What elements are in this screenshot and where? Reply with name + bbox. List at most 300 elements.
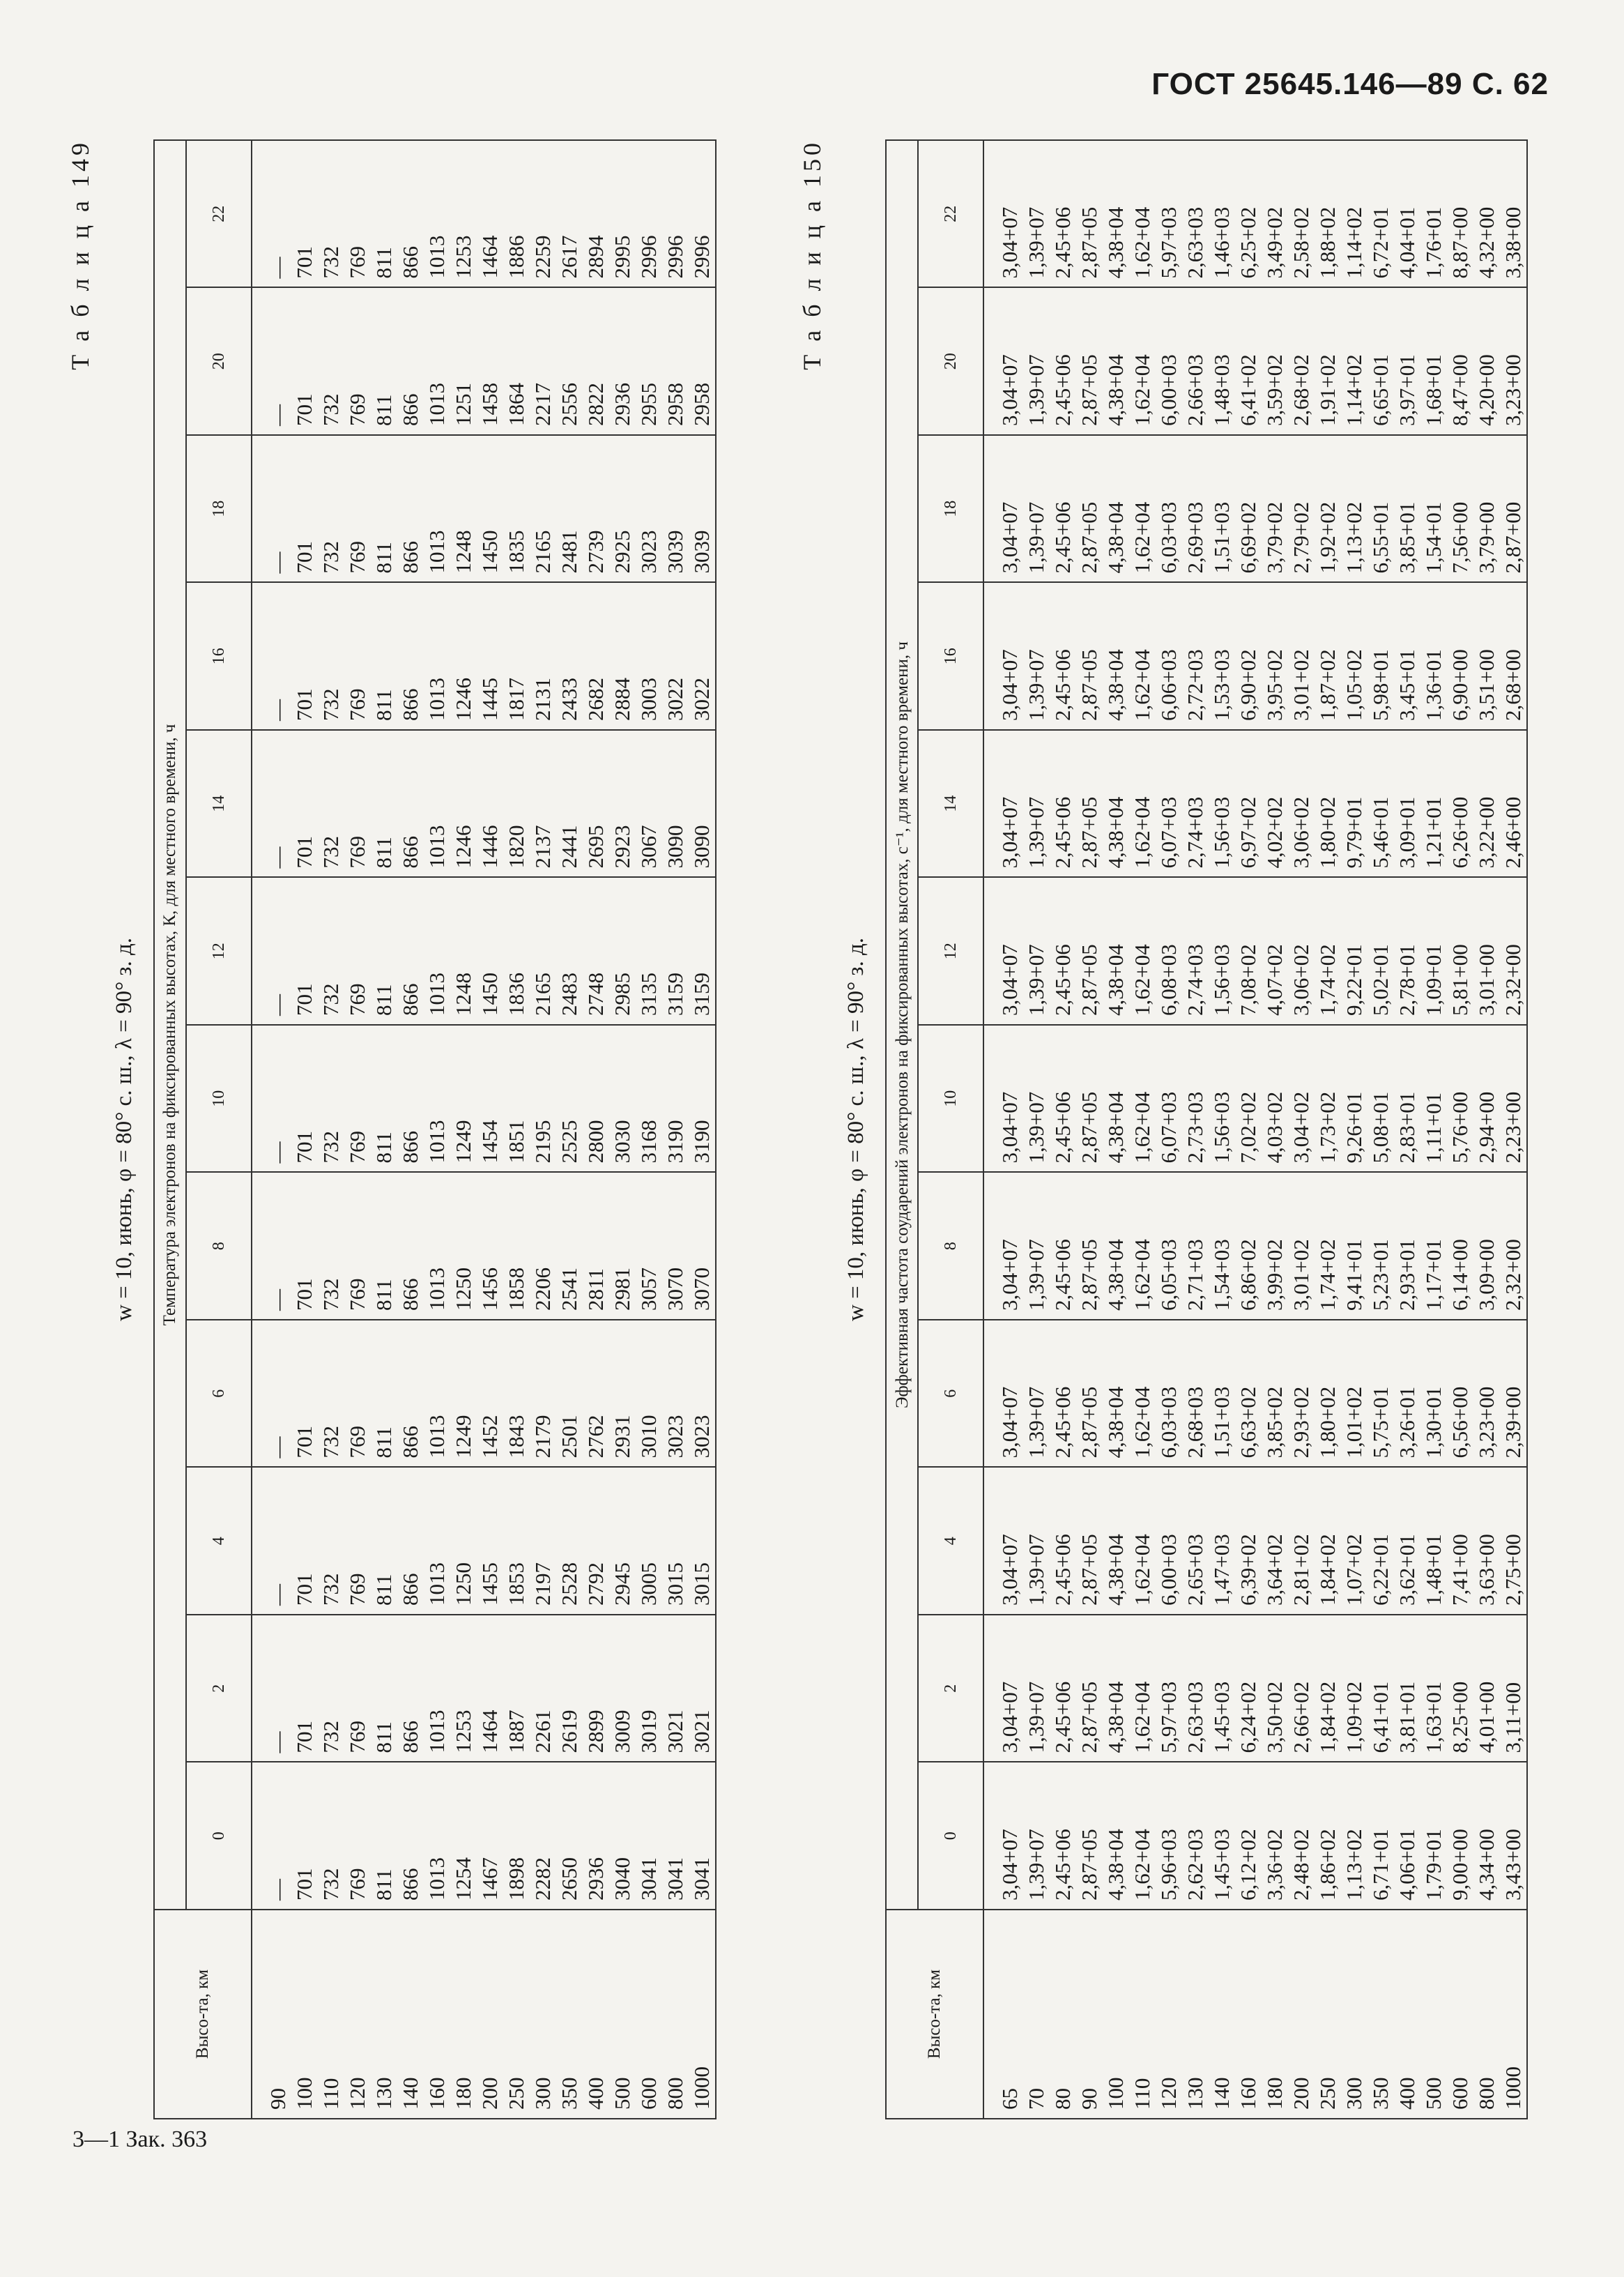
cell-value: 3,26+01 [1395, 1386, 1419, 1459]
cell-value: 1,62+04 [1130, 354, 1154, 426]
time-header: 14 [918, 730, 983, 878]
cell-value: 2762 [583, 1415, 608, 1459]
cell-value: 1,62+04 [1130, 944, 1154, 1016]
super-header: Температура электронов на фиксированных высотах, К, для местного времени, ч [154, 140, 186, 1910]
cell-value: 6,06+03 [1156, 649, 1181, 721]
cell-value: 769 [345, 246, 369, 279]
cell-value: 811 [371, 394, 396, 426]
data-column [984, 731, 1526, 877]
time-header: 22 [186, 140, 252, 288]
cell-value: 2981 [610, 1267, 634, 1311]
cell-value: 1,80+02 [1315, 796, 1340, 869]
cell-value: 300 [530, 2077, 555, 2110]
cell-value: 3,63+00 [1474, 1534, 1499, 1606]
cell-value: 2682 [583, 678, 608, 721]
cell-value: 200 [1289, 2077, 1313, 2110]
cell-value: 2206 [530, 1267, 555, 1311]
cell-value: 1254 [451, 1857, 475, 1901]
cell-value: 1446 [477, 825, 502, 869]
cell-value: 2,45+06 [1050, 1829, 1075, 1901]
cell-value: 2441 [557, 825, 581, 869]
cell-value: 3159 [663, 973, 687, 1016]
cell-value: 9,00+00 [1448, 1829, 1472, 1901]
cell-value: 6,97+02 [1236, 796, 1260, 869]
cell-value: 6,69+02 [1236, 501, 1260, 574]
cell-value: 65 [997, 2088, 1022, 2110]
cell-value: 2936 [583, 1857, 608, 1901]
table-150 [885, 139, 1528, 2119]
cell-value: 2925 [610, 530, 634, 574]
cell-value: 3009 [610, 1709, 634, 1753]
cell-value: 3,99+02 [1262, 1239, 1287, 1311]
cell-value: 866 [398, 1868, 422, 1901]
cell-value: — [266, 257, 290, 279]
time-header: 12 [918, 878, 983, 1026]
cell-value: 1,56+03 [1209, 796, 1234, 869]
cell-value: 6,55+01 [1368, 501, 1393, 574]
cell-value: 2179 [530, 1415, 555, 1459]
cell-value: 2,39+00 [1501, 1386, 1525, 1459]
time-header: 0 [186, 1762, 252, 1910]
cell-value: 3,04+07 [997, 1534, 1022, 1606]
cell-value: 6,90+02 [1236, 649, 1260, 721]
cell-value: 160 [424, 2077, 449, 2110]
time-header: 18 [186, 435, 252, 583]
cell-value: 8,25+00 [1448, 1681, 1472, 1753]
cell-value: 70 [1024, 2088, 1048, 2110]
cell-value: 2,73+03 [1183, 1091, 1207, 1164]
cell-value: 701 [292, 1868, 316, 1901]
cell-value: 9,26+01 [1342, 1091, 1366, 1164]
cell-value: — [266, 994, 290, 1016]
cell-value: 6,86+02 [1236, 1239, 1260, 1311]
cell-value: 2995 [610, 235, 634, 279]
cell-value: 1,45+03 [1209, 1829, 1234, 1901]
cell-value: 1,30+01 [1421, 1386, 1446, 1459]
cell-value: 1,05+02 [1342, 649, 1366, 721]
cell-value: 701 [292, 1278, 316, 1311]
cell-value: 6,08+03 [1156, 944, 1181, 1016]
page-footer: 3—1 Зак. 363 [72, 2126, 208, 2152]
cell-value: 2,45+06 [1050, 1386, 1075, 1459]
cell-value: 701 [292, 688, 316, 721]
cell-value: 6,00+03 [1156, 1534, 1181, 1606]
cell-value: 2,63+03 [1183, 1681, 1207, 1753]
cell-value: 732 [319, 1721, 343, 1753]
cell-value: 4,06+01 [1395, 1829, 1419, 1901]
cell-value: 2,69+03 [1183, 501, 1207, 574]
cell-value: 2,45+06 [1050, 206, 1075, 279]
cell-value: 6,03+03 [1156, 1386, 1181, 1459]
data-column [252, 1468, 715, 1615]
cell-value: 1013 [424, 1857, 449, 1901]
cell-value: 500 [1421, 2077, 1446, 2110]
cell-value: 769 [345, 836, 369, 869]
cell-value: 7,56+00 [1448, 501, 1472, 574]
cell-value: 769 [345, 393, 369, 426]
cell-value: 250 [1315, 2077, 1340, 2110]
cell-value: 2137 [530, 825, 555, 869]
cell-value: 5,97+03 [1156, 1681, 1181, 1753]
cell-value: 1246 [451, 678, 475, 721]
cell-value: 3168 [636, 1120, 661, 1164]
time-header: 20 [918, 288, 983, 436]
cell-value: 1013 [424, 1267, 449, 1311]
cell-value: 732 [319, 688, 343, 721]
cell-value: 3,04+07 [997, 354, 1022, 426]
cell-value: 811 [371, 1574, 396, 1606]
cell-value: 1013 [424, 1709, 449, 1753]
cell-value: 3,79+02 [1262, 501, 1287, 574]
table-150-number: Т а б л и ц а 150 [798, 139, 826, 370]
cell-value: 2,45+06 [1050, 1681, 1075, 1753]
cell-value: 2,63+03 [1183, 206, 1207, 279]
time-header: 8 [918, 1173, 983, 1320]
cell-value: 2165 [530, 530, 555, 574]
cell-value: 3090 [663, 825, 687, 869]
cell-value: 732 [319, 1868, 343, 1901]
cell-value: 1,39+07 [1024, 649, 1048, 721]
cell-value: 6,07+03 [1156, 1091, 1181, 1164]
cell-value: 769 [345, 1426, 369, 1459]
cell-value: 2131 [530, 678, 555, 721]
cell-value: 769 [345, 1573, 369, 1606]
cell-value: 2936 [610, 383, 634, 426]
data-column [252, 141, 715, 287]
cell-value: — [266, 404, 290, 426]
time-header: 2 [918, 1615, 983, 1762]
cell-value: 1,87+02 [1315, 649, 1340, 721]
cell-value: — [266, 699, 290, 721]
cell-value: 4,38+04 [1103, 1239, 1128, 1311]
cell-value: 400 [583, 2077, 608, 2110]
cell-value: 6,72+01 [1368, 206, 1393, 279]
cell-value: 1,39+07 [1024, 1239, 1048, 1311]
data-column [984, 1173, 1526, 1320]
super-header: Эффективная частота соударений электронов на фиксированных высотах, с⁻¹, для местного времени, ч [886, 140, 918, 1910]
cell-value: 4,38+04 [1103, 206, 1128, 279]
cell-value: 1853 [504, 1562, 528, 1606]
cell-value: 3,59+02 [1262, 354, 1287, 426]
cell-value: 769 [345, 1868, 369, 1901]
cell-value: 1,39+07 [1024, 501, 1048, 574]
cell-value: 2282 [530, 1857, 555, 1901]
cell-value: 3070 [689, 1267, 714, 1311]
cell-value: 732 [319, 1278, 343, 1311]
cell-value: 1467 [477, 1857, 502, 1901]
cell-value: 6,00+03 [1156, 354, 1181, 426]
cell-value: 1,51+03 [1209, 1386, 1234, 1459]
cell-value: 1013 [424, 1415, 449, 1459]
time-header: 12 [186, 878, 252, 1026]
cell-value: 400 [1395, 2077, 1419, 2110]
cell-value: 1,62+04 [1130, 1239, 1154, 1311]
cell-value: 769 [345, 1721, 369, 1753]
cell-value: 1,39+07 [1024, 944, 1048, 1016]
cell-value: 701 [292, 983, 316, 1016]
cell-value: 1,39+07 [1024, 1681, 1048, 1753]
time-header: 2 [186, 1615, 252, 1762]
cell-value: 1253 [451, 235, 475, 279]
cell-value: 4,38+04 [1103, 1829, 1128, 1901]
cell-value: 811 [371, 542, 396, 574]
cell-value: 4,02+02 [1262, 796, 1287, 869]
cell-value: 732 [319, 836, 343, 869]
cell-value: 3057 [636, 1267, 661, 1311]
cell-value: 866 [398, 1131, 422, 1164]
cell-value: 3,49+02 [1262, 206, 1287, 279]
cell-value: 1,62+04 [1130, 1681, 1154, 1753]
cell-value: 3,85+01 [1395, 501, 1419, 574]
time-header: 14 [186, 730, 252, 878]
cell-value: 2884 [610, 678, 634, 721]
data-column [984, 1763, 1526, 1910]
data-column [984, 878, 1526, 1025]
cell-value: 2,94+00 [1474, 1091, 1499, 1164]
cell-value: 2996 [663, 235, 687, 279]
cell-value: — [266, 1584, 290, 1606]
cell-value: 350 [1368, 2077, 1393, 2110]
cell-value: 1,62+04 [1130, 501, 1154, 574]
data-column [252, 1320, 715, 1467]
cell-value: 3,85+02 [1262, 1386, 1287, 1459]
cell-value: 2650 [557, 1857, 581, 1901]
cell-value: 2894 [583, 235, 608, 279]
time-header: 18 [918, 435, 983, 583]
cell-value: 3,09+01 [1395, 796, 1419, 869]
cell-value: 1,62+04 [1130, 1829, 1154, 1901]
cell-value: 2,45+06 [1050, 944, 1075, 1016]
cell-value: 2,87+05 [1077, 501, 1101, 574]
cell-value: 2958 [689, 383, 714, 426]
cell-value: 1,62+04 [1130, 1386, 1154, 1459]
cell-value: 3,04+07 [997, 1091, 1022, 1164]
cell-value: 1013 [424, 1120, 449, 1164]
cell-value: 1,39+07 [1024, 796, 1048, 869]
cell-value: 4,38+04 [1103, 501, 1128, 574]
cell-value: 1249 [451, 1120, 475, 1164]
cell-value: 1,63+01 [1421, 1681, 1446, 1753]
cell-value: 1013 [424, 825, 449, 869]
cell-value: 4,38+04 [1103, 354, 1128, 426]
cell-value: 1,54+01 [1421, 501, 1446, 574]
cell-value: 1,62+04 [1130, 796, 1154, 869]
cell-value: 2,68+03 [1183, 1386, 1207, 1459]
cell-value: 3090 [689, 825, 714, 869]
time-header: 16 [186, 583, 252, 731]
cell-value: 1452 [477, 1415, 502, 1459]
data-column [252, 1173, 715, 1320]
cell-value: 3,04+07 [997, 1386, 1022, 1459]
cell-value: 3,36+02 [1262, 1829, 1287, 1901]
cell-value: 2,79+02 [1289, 501, 1313, 574]
cell-value: 2822 [583, 383, 608, 426]
cell-value: 2433 [557, 678, 581, 721]
cell-value: 2481 [557, 530, 581, 574]
cell-value: 1,11+01 [1421, 1092, 1446, 1164]
cell-value: 2,74+03 [1183, 796, 1207, 869]
cell-value: 2,68+00 [1501, 649, 1525, 721]
cell-value: 2,32+00 [1501, 1239, 1525, 1311]
cell-value: 1,79+01 [1421, 1829, 1446, 1901]
cell-value: 3023 [663, 1415, 687, 1459]
cell-value: 1445 [477, 678, 502, 721]
cell-value: 2259 [530, 235, 555, 279]
cell-value: 1836 [504, 973, 528, 1016]
cell-value: 4,32+00 [1474, 206, 1499, 279]
cell-value: 1851 [504, 1120, 528, 1164]
cell-value: 4,38+04 [1103, 1386, 1128, 1459]
cell-value: 1456 [477, 1267, 502, 1311]
cell-value: 3,38+00 [1501, 206, 1525, 279]
cell-value: 4,38+04 [1103, 1091, 1128, 1164]
cell-value: 2,83+01 [1395, 1091, 1419, 1164]
table-150-caption: w = 10, июнь, φ = 80° с. ш., λ = 90° з. д. [843, 938, 868, 1322]
cell-value: 1887 [504, 1709, 528, 1753]
cell-value: 1013 [424, 678, 449, 721]
cell-value: 4,38+04 [1103, 1681, 1128, 1753]
cell-value: 6,39+02 [1236, 1534, 1260, 1606]
cell-value: 1,62+04 [1130, 649, 1154, 721]
cell-value: 2,87+05 [1077, 1534, 1101, 1606]
cell-value: 701 [292, 1426, 316, 1459]
cell-value: 1464 [477, 1709, 502, 1753]
data-column [984, 289, 1526, 435]
cell-value: 2931 [610, 1415, 634, 1459]
time-header: 4 [186, 1468, 252, 1615]
cell-value: 600 [636, 2077, 661, 2110]
cell-value: 6,14+00 [1448, 1239, 1472, 1311]
cell-value: 1,46+03 [1209, 206, 1234, 279]
cell-value: 5,81+00 [1448, 944, 1472, 1016]
cell-value: 1,48+01 [1421, 1534, 1446, 1606]
cell-value: 3003 [636, 678, 661, 721]
height-header: Высо-та, км [154, 1910, 252, 2119]
cell-value: 2958 [663, 383, 687, 426]
cell-value: 1,39+07 [1024, 354, 1048, 426]
cell-value: 2,75+00 [1501, 1534, 1525, 1606]
data-column [252, 436, 715, 582]
cell-value: 866 [398, 541, 422, 574]
cell-value: 1253 [451, 1709, 475, 1753]
cell-value: 3,51+00 [1474, 649, 1499, 721]
cell-value: 3022 [689, 678, 714, 721]
data-column [252, 1615, 715, 1762]
cell-value: 1858 [504, 1267, 528, 1311]
cell-value: 2695 [583, 825, 608, 869]
cell-value: 1,53+03 [1209, 649, 1234, 721]
cell-value: 2,68+02 [1289, 354, 1313, 426]
cell-value: 2,45+06 [1050, 501, 1075, 574]
cell-value: — [266, 1731, 290, 1753]
table-150-block [798, 139, 1554, 2119]
data-column [252, 1026, 715, 1172]
cell-value: 5,96+03 [1156, 1829, 1181, 1901]
data-column [252, 584, 715, 730]
cell-value: 2501 [557, 1415, 581, 1459]
cell-value: 110 [1130, 2078, 1154, 2110]
cell-value: 3070 [663, 1267, 687, 1311]
cell-value: 3,23+00 [1474, 1386, 1499, 1459]
time-header: 4 [918, 1468, 983, 1615]
cell-value: 1013 [424, 383, 449, 426]
cell-value: 1886 [504, 235, 528, 279]
cell-value: 100 [1103, 2077, 1128, 2110]
cell-value: 732 [319, 1131, 343, 1164]
cell-value: 3021 [663, 1709, 687, 1753]
cell-value: 2165 [530, 973, 555, 1016]
cell-value: — [266, 1141, 290, 1164]
cell-value: 1,39+07 [1024, 1091, 1048, 1164]
cell-value: 1,39+07 [1024, 1534, 1048, 1606]
cell-value: 1,56+03 [1209, 944, 1234, 1016]
cell-value: 6,71+01 [1368, 1829, 1393, 1901]
cell-value: 2195 [530, 1120, 555, 1164]
heights-column [252, 1910, 715, 2118]
cell-value: 3,04+07 [997, 1829, 1022, 1901]
cell-value: 3,23+00 [1501, 354, 1525, 426]
cell-value: 3,04+07 [997, 796, 1022, 869]
table-149-caption: w = 10, июнь, φ = 80° с. ш., λ = 90° з. д. [112, 938, 137, 1322]
cell-value: 130 [371, 2077, 396, 2110]
cell-value: 120 [1156, 2077, 1181, 2110]
cell-value: 2,58+02 [1289, 206, 1313, 279]
cell-value: 1249 [451, 1415, 475, 1459]
cell-value: 6,41+01 [1368, 1681, 1393, 1753]
cell-value: 1,48+03 [1209, 354, 1234, 426]
cell-value: — [266, 551, 290, 574]
cell-value: 1,45+03 [1209, 1681, 1234, 1753]
cell-value: 3010 [636, 1415, 661, 1459]
cell-value: 1,39+07 [1024, 206, 1048, 279]
cell-value: 1,56+03 [1209, 1091, 1234, 1164]
cell-value: 3,04+07 [997, 206, 1022, 279]
cell-value: 1450 [477, 973, 502, 1016]
cell-value: 2,74+03 [1183, 944, 1207, 1016]
cell-value: 1,13+02 [1342, 501, 1366, 574]
cell-value: 2996 [689, 235, 714, 279]
cell-value: 100 [292, 2077, 316, 2110]
cell-value: 811 [371, 837, 396, 869]
cell-value: 2,87+05 [1077, 1091, 1101, 1164]
cell-value: 1,39+07 [1024, 1829, 1048, 1901]
cell-value: 866 [398, 983, 422, 1016]
cell-value: — [266, 1436, 290, 1459]
cell-value: 1,91+02 [1315, 354, 1340, 426]
cell-value: 3190 [663, 1120, 687, 1164]
data-column [984, 1320, 1526, 1467]
cell-value: 1,39+07 [1024, 1386, 1048, 1459]
data-column [252, 878, 715, 1025]
cell-value: 1248 [451, 973, 475, 1016]
data-column [252, 1763, 715, 1910]
cell-value: 1000 [689, 2066, 714, 2110]
cell-value: 2,45+06 [1050, 354, 1075, 426]
cell-value: 6,65+01 [1368, 354, 1393, 426]
cell-value: 1843 [504, 1415, 528, 1459]
cell-value: 1,09+01 [1421, 944, 1446, 1016]
cell-value: 3159 [689, 973, 714, 1016]
cell-value: 6,03+03 [1156, 501, 1181, 574]
cell-value: 1,54+03 [1209, 1239, 1234, 1311]
time-header: 22 [918, 140, 983, 288]
cell-value: 200 [477, 2077, 502, 2110]
time-header: 6 [918, 1320, 983, 1468]
time-header: 10 [918, 1025, 983, 1173]
cell-value: 2,93+01 [1395, 1239, 1419, 1311]
cell-value: 3,01+00 [1474, 944, 1499, 1016]
cell-value: 3067 [636, 825, 661, 869]
